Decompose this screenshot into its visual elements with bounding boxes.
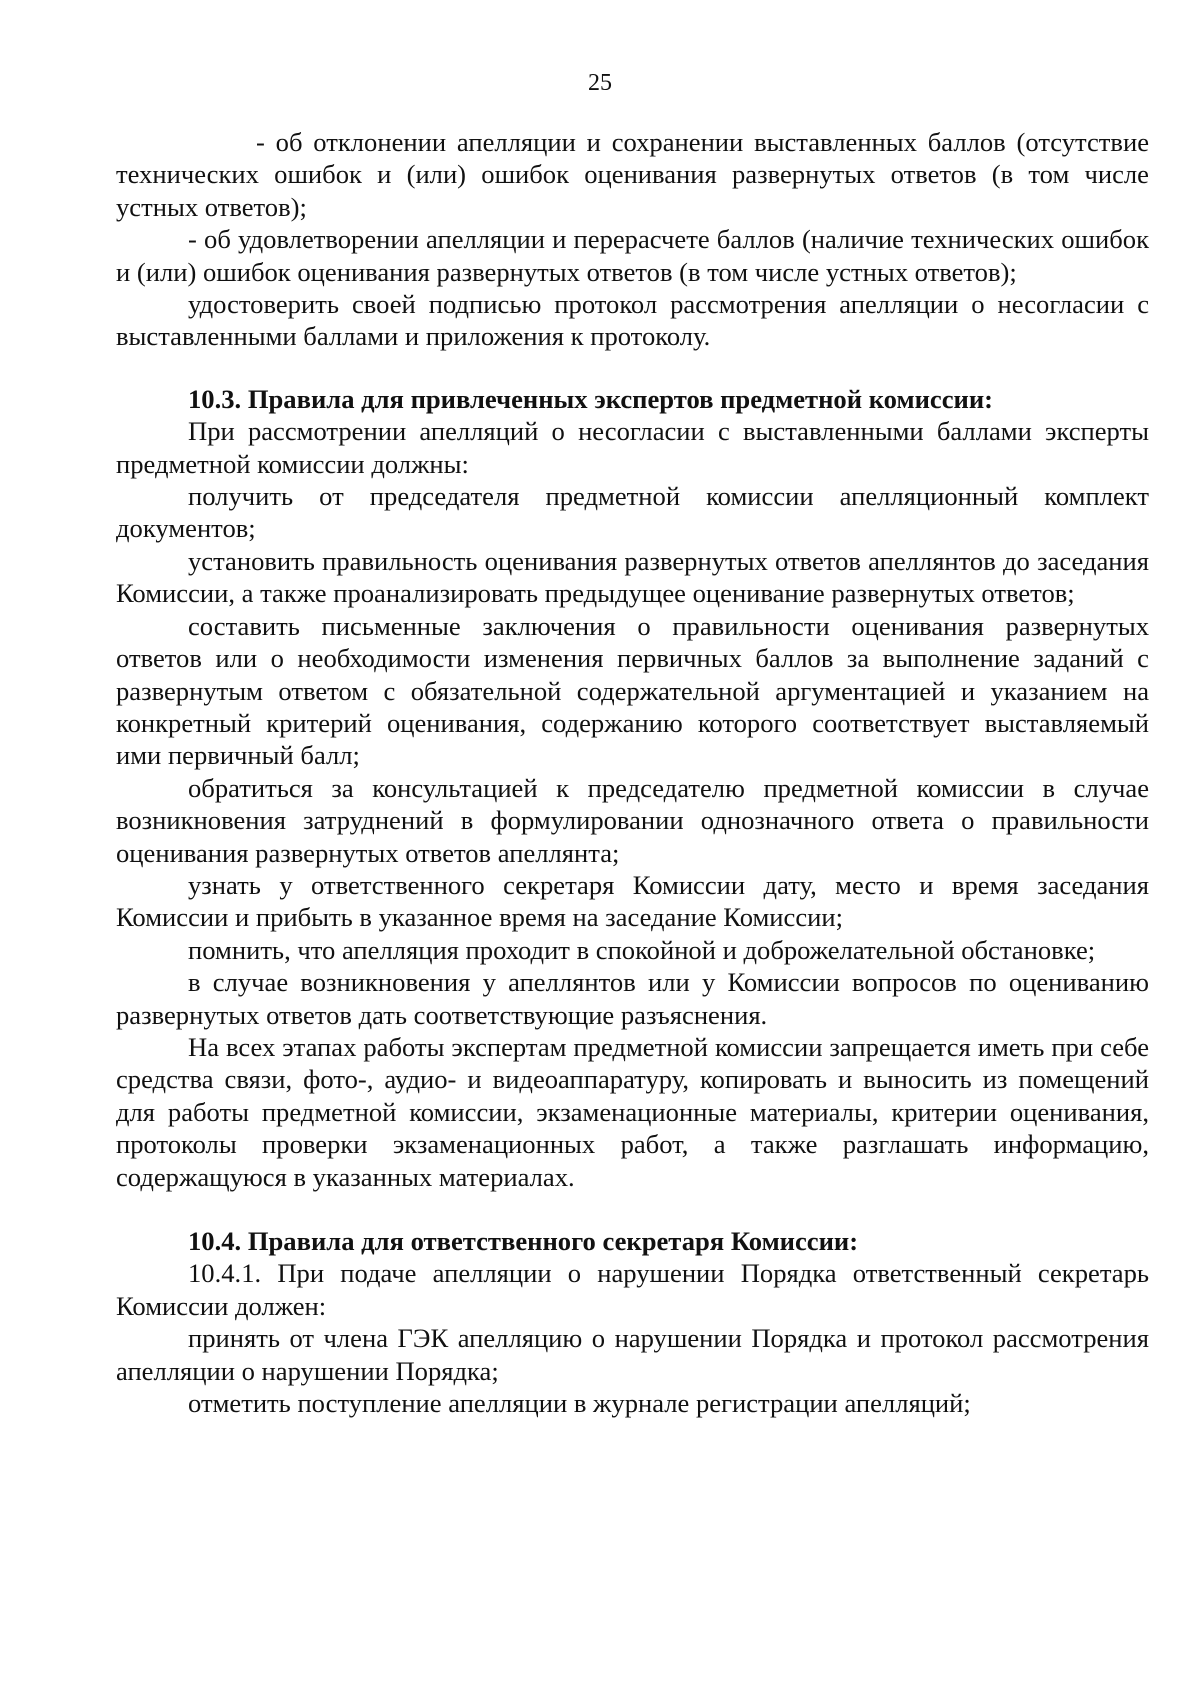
paragraph: принять от члена ГЭК апелляцию о нарушении Порядка и протокол рассмотрения апелляции о нарушении Порядка;: [116, 1323, 1149, 1386]
paragraph: установить правильность оценивания развернутых ответов апеллянтов до заседания Комиссии, а также проанализировать предыдущее оценивание развернутых ответов;: [116, 545, 1149, 609]
section-heading: 10.3. Правила для привлеченных экспертов предметной комиссии:: [188, 383, 994, 414]
paragraph: При рассмотрении апелляций о несогласии с выставленными баллами эксперты предметной комиссии должны:: [116, 416, 1149, 479]
paragraph: получить от председателя предметной комиссии апелляционный комплект документов;: [116, 481, 1149, 544]
paragraph: обратиться за консультацией к председателю предметной комиссии в случае возникновения затруднений в формулировании однозначного ответа о правильности оценивания развернутых ответов апеллянта;: [116, 772, 1149, 868]
paragraph: 10.4.1. При подаче апелляции о нарушении Порядка ответственный секретарь Комиссии должен:: [116, 1258, 1149, 1321]
paragraph: - об отклонении апелляции и сохранении выставленных баллов (отсутствие технических ошибок и (или) ошибок оценивания развернутых ответов (в том числе устных ответов);: [116, 127, 1149, 222]
paragraph: составить письменные заключения о правильности оценивания развернутых ответов или о необходимости изменения первичных баллов за выполнение заданий с развернутым ответом с обязательной содержательной аргументацией и указанием на конкретный критерий оценивания, содержанию которого соответствует выставляемый ими первичный балл;: [116, 610, 1149, 771]
section-heading: 10.4. Правила для ответственного секретаря Комиссии:: [188, 1226, 859, 1256]
paragraph: помнить, что апелляция проходит в спокойной и доброжелательной обстановке;: [188, 934, 1096, 965]
paragraph: отметить поступление апелляции в журнале регистрации апелляций;: [188, 1388, 971, 1419]
paragraph: удостоверить своей подписью протокол рассмотрения апелляции о несогласии с выставленными баллами и приложения к протоколу.: [116, 289, 1149, 352]
paragraph: - об удовлетворении апелляции и перерасчете баллов (наличие технических ошибок и (или) ошибок оценивания развернутых ответов (в том числе устных ответов);: [116, 224, 1149, 287]
paragraph: в случае возникновения у апеллянтов или у Комиссии вопросов по оцениванию развернутых ответов дать соответствующие разъяснения.: [116, 967, 1149, 1030]
page-number: 25: [588, 70, 612, 96]
paragraph: узнать у ответственного секретаря Комиссии дату, место и время заседания Комиссии и прибыть в указанное время на заседание Комиссии;: [116, 869, 1149, 933]
paragraph: На всех этапах работы экспертам предметной комиссии запрещается иметь при себе средства связи, фото-, аудио- и видеоаппаратуру, копировать и выносить из помещений для работы предметной комиссии, экзаменационные материалы, критерии оценивания, протоколы проверки экзаменационных работ, а также разглашать информацию, содержащуюся в указанных материалах.: [116, 1031, 1149, 1192]
page-content: [116, 126, 1149, 1419]
